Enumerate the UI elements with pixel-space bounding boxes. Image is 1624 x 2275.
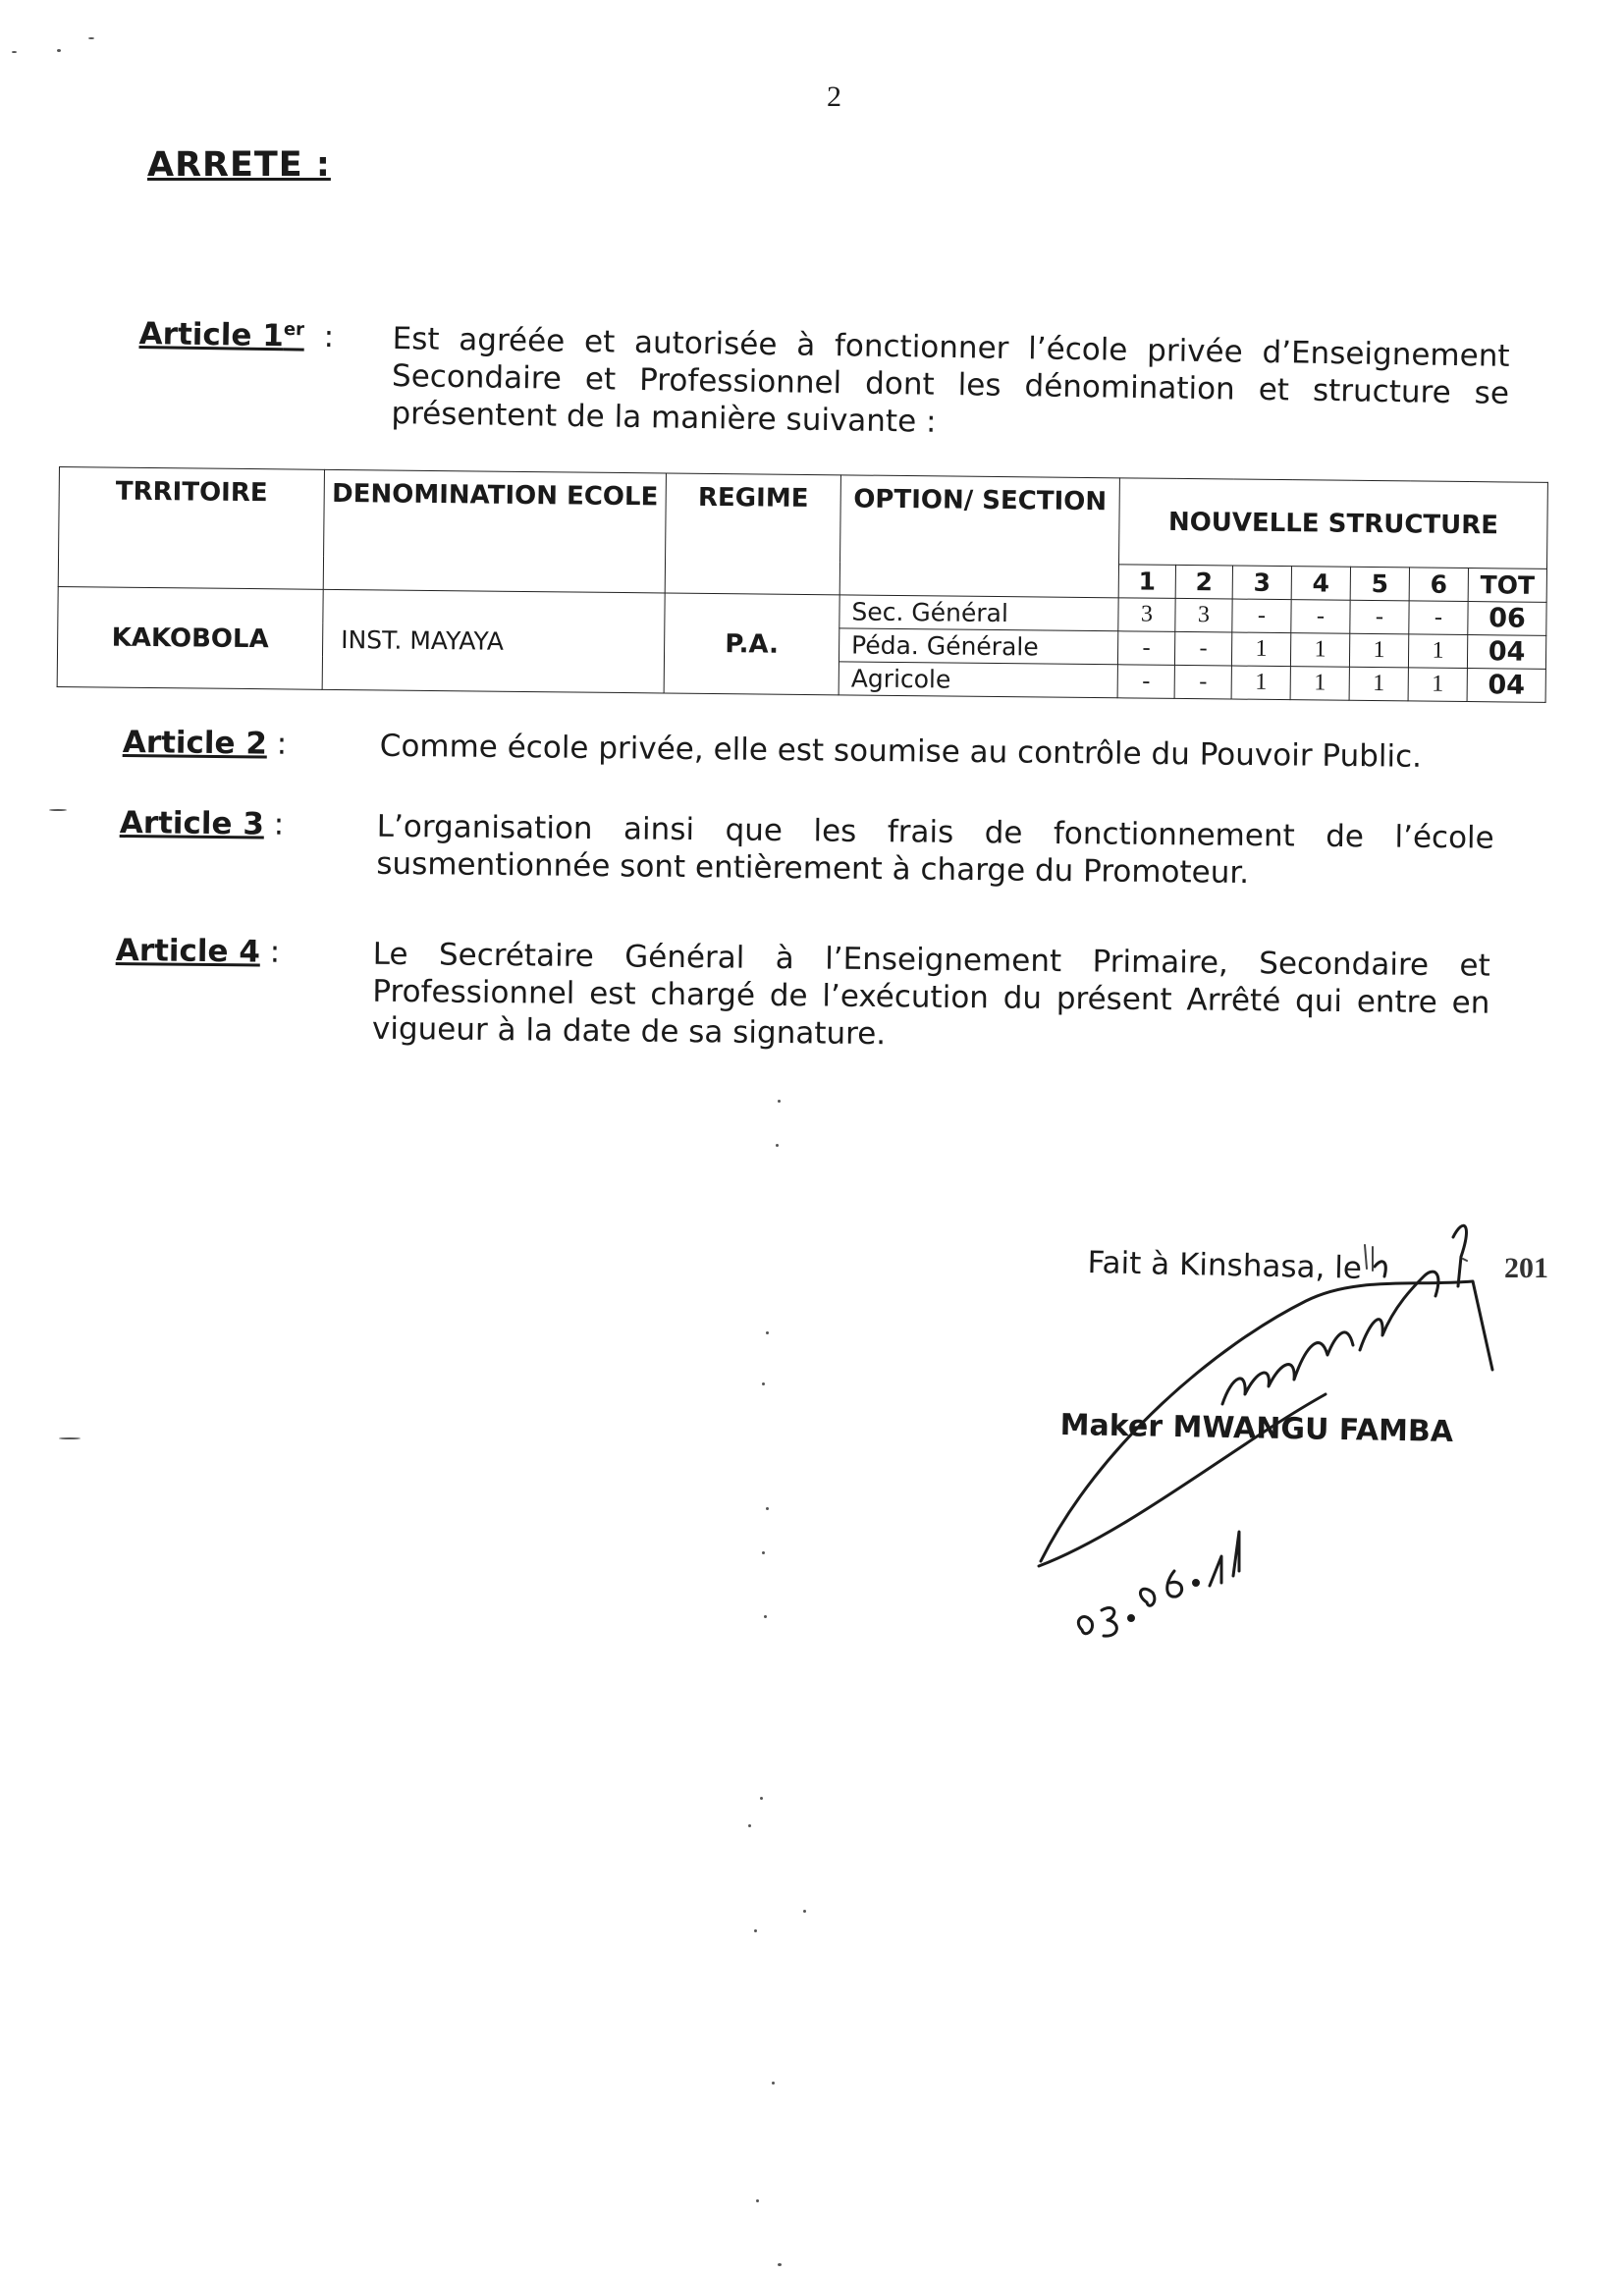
article-2-label: Article 2 :	[122, 725, 288, 762]
page-number: 2	[827, 81, 841, 113]
article-4-text: Le Secrétaire Général à l’Enseignement Primaire, Secondaire et Professionnel est chargé de l’exécution du présent Arrêté qui entre en vigueur à la date de sa signature.	[371, 936, 1490, 1053]
cell-option: Sec. Général	[839, 595, 1118, 631]
scan-speck	[762, 1551, 765, 1554]
scan-speck	[59, 1437, 81, 1439]
cell-value: 1	[1231, 666, 1290, 700]
decree-heading: ARRETE :	[147, 145, 331, 185]
scan-speck	[776, 1144, 779, 1147]
article-3-label: Article 3 :	[119, 805, 285, 842]
article-3-text: L’organisation ainsi que les frais de fonctionnement de l’école susmentionnée sont entièrement à charge du Promoteur.	[376, 808, 1494, 892]
cell-value: 1	[1408, 634, 1467, 669]
cell-value: -	[1291, 600, 1350, 634]
header-class-1: 1	[1118, 565, 1175, 599]
cell-value: -	[1409, 601, 1468, 635]
scan-speck	[88, 37, 94, 39]
cell-value: -	[1117, 665, 1174, 699]
cell-total: 06	[1468, 602, 1546, 636]
header-class-5: 5	[1350, 567, 1409, 601]
article-1-label: Article 1er :	[138, 316, 335, 355]
scan-speck	[57, 49, 61, 52]
scan-speck	[766, 1331, 769, 1334]
scan-speck	[49, 809, 67, 811]
cell-option: Agricole	[839, 662, 1117, 698]
cell-total: 04	[1467, 635, 1545, 670]
cell-option: Péda. Générale	[839, 628, 1117, 665]
cell-value: 1	[1349, 633, 1408, 668]
header-territoire: TRRITOIRE	[58, 467, 324, 590]
scan-speck	[762, 1382, 765, 1385]
cell-value: -	[1174, 665, 1231, 699]
header-class-6: 6	[1409, 568, 1468, 602]
header-class-2: 2	[1175, 565, 1232, 599]
scan-speck	[778, 2263, 782, 2266]
scan-speck	[756, 2199, 759, 2202]
scan-speck	[12, 51, 17, 53]
cell-value: 1	[1290, 633, 1349, 668]
cell-value: 3	[1118, 598, 1175, 632]
scan-speck	[803, 1910, 806, 1913]
place-date-line: Fait à Kinshasa, le	[1087, 1245, 1363, 1286]
header-class-4: 4	[1291, 567, 1350, 601]
scan-speck	[772, 2082, 775, 2085]
cell-value: -	[1117, 631, 1174, 666]
cell-value: 1	[1408, 668, 1467, 702]
cell-value: -	[1232, 599, 1291, 633]
article-4-label: Article 4 :	[115, 933, 281, 970]
header-total: TOT	[1468, 569, 1546, 603]
signatory-name: Maker MWANGU FAMBA	[1059, 1408, 1454, 1449]
header-regime: REGIME	[665, 473, 840, 595]
header-denomination: DENOMINATION ECOLE	[323, 469, 666, 593]
cell-total: 04	[1467, 669, 1545, 703]
scan-speck	[748, 1824, 751, 1827]
cell-value: -	[1174, 631, 1231, 666]
cell-regime: P.A.	[664, 593, 839, 695]
header-nouvelle-structure: NOUVELLE STRUCTURE	[1119, 478, 1548, 569]
cell-value: 1	[1290, 667, 1349, 701]
scan-speck	[766, 1507, 769, 1510]
cell-territoire: KAKOBOLA	[57, 586, 323, 689]
cell-denomination: INST. MAYAYA	[322, 589, 665, 693]
article-1-text: Est agréée et autorisée à fonctionner l’école privée d’Enseignement Secondaire et Professionnel dont les dénomination et structure se présentent de la manière suivante :	[391, 321, 1510, 440]
scan-speck	[764, 1615, 767, 1618]
scan-speck	[760, 1797, 763, 1800]
scan-speck	[754, 1929, 757, 1932]
article-2-text: Comme école privée, elle est soumise au contrôle du Pouvoir Public.	[379, 728, 1423, 775]
scan-speck	[778, 1100, 781, 1103]
cell-value: 1	[1231, 632, 1290, 667]
header-class-3: 3	[1232, 566, 1291, 600]
header-option: OPTION/ SECTION	[839, 475, 1119, 598]
cell-value: 1	[1349, 667, 1408, 701]
year-fragment: 201	[1504, 1252, 1548, 1284]
cell-value: -	[1350, 600, 1409, 634]
cell-value: 3	[1175, 598, 1232, 632]
